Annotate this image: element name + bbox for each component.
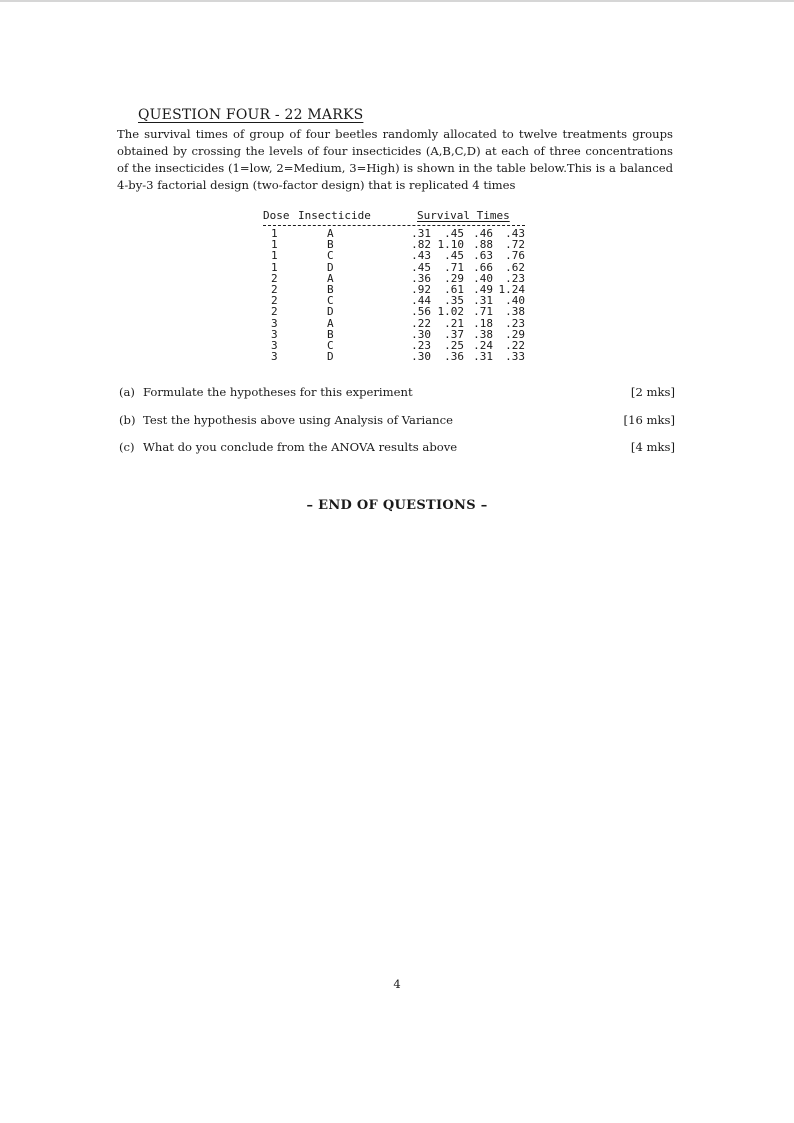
table-row (263, 250, 525, 261)
question-parts (119, 385, 675, 468)
dose-cell: 1 (271, 227, 278, 240)
survival-time-cell: .56 (411, 305, 431, 319)
dose-cell: 3 (271, 327, 278, 341)
survival-time-cell: .33 (505, 350, 525, 364)
insecticide-cell: C (327, 338, 334, 352)
table-body (263, 228, 525, 363)
survival-time-cell: .72 (505, 238, 525, 252)
end-of-questions: – END OF QUESTIONS – (306, 498, 488, 513)
question-intro (117, 126, 673, 194)
part-label: (c) (119, 440, 135, 454)
survival-time-cell: .44 (411, 294, 431, 308)
insecticide-cell: A (327, 316, 334, 330)
part-marks: [2 mks] (630, 385, 675, 399)
survival-time-cell: .43 (505, 227, 525, 240)
insecticide-cell: D (327, 260, 334, 274)
dose-cell: 1 (271, 260, 278, 274)
survival-time-cell: .25 (444, 338, 464, 352)
question-part-b (119, 413, 675, 441)
intro-line: The survival times of group of four beetles randomly allocated to twelve treatments groups (117, 127, 673, 141)
part-text: Formulate the hypotheses for this experiment (143, 385, 413, 399)
survival-time-cell: .30 (411, 350, 431, 364)
part-marks: [4 mks] (630, 440, 675, 454)
insecticide-cell: C (327, 294, 334, 308)
dose-cell: 3 (271, 350, 278, 364)
survival-time-cell: .38 (473, 327, 493, 341)
survival-time-cell: 1.24 (498, 282, 525, 296)
header-survival-times: Survival Times (417, 209, 510, 222)
survival-time-cell: .23 (411, 338, 431, 352)
part-text: Test the hypothesis above using Analysis of Variance (143, 412, 453, 427)
survival-time-cell: .45 (444, 227, 464, 240)
survival-time-cell: .62 (505, 260, 525, 274)
dose-cell: 3 (271, 316, 278, 330)
survival-time-cell: .61 (444, 282, 464, 296)
dose-cell: 1 (271, 249, 278, 263)
dose-cell: 1 (271, 238, 278, 252)
survival-time-cell: .45 (444, 249, 464, 263)
survival-time-cell: .49 (473, 282, 493, 296)
part-text: What do you conclude from the ANOVA results above (143, 440, 458, 454)
question-part-c (119, 440, 675, 468)
part-marks: [16 mks] (623, 412, 675, 427)
question-heading: QUESTION FOUR - 22 MARKS (138, 107, 364, 123)
survival-time-cell: .23 (505, 316, 525, 330)
survival-time-cell: .46 (473, 227, 493, 240)
header-insecticide: Insecticide (298, 209, 371, 222)
table-row (263, 351, 525, 362)
survival-time-cell: .71 (473, 305, 493, 319)
survival-time-cell: .88 (473, 238, 493, 252)
survival-time-cell: 1.02 (437, 305, 464, 319)
header-divider (263, 225, 525, 226)
insecticide-cell: D (327, 305, 334, 319)
intro-line: of the insecticides (1=low, 2=Medium, 3=High) is shown in the table below.This is a balanced (117, 161, 673, 175)
survival-times-table (263, 209, 525, 363)
survival-time-cell: .36 (411, 271, 431, 285)
intro-line: 4-by-3 factorial design (two-factor design) that is replicated 4 times (117, 178, 516, 192)
survival-time-cell: .76 (505, 249, 525, 263)
survival-time-cell: .23 (505, 271, 525, 285)
dose-cell: 2 (271, 294, 278, 308)
survival-time-cell: .35 (444, 294, 464, 308)
table-header (263, 209, 525, 225)
survival-time-cell: .22 (505, 338, 525, 352)
table-row (263, 306, 525, 317)
survival-time-cell: .18 (473, 316, 493, 330)
table-row (263, 318, 525, 329)
insecticide-cell: B (327, 238, 334, 252)
dose-cell: 3 (271, 338, 278, 352)
survival-time-cell: .45 (411, 260, 431, 274)
dose-cell: 2 (271, 271, 278, 285)
survival-time-cell: .22 (411, 316, 431, 330)
insecticide-cell: B (327, 282, 334, 296)
survival-time-cell: .92 (411, 282, 431, 296)
insecticide-cell: D (327, 350, 334, 364)
survival-time-cell: .24 (473, 338, 493, 352)
survival-time-cell: .21 (444, 316, 464, 330)
insecticide-cell: A (327, 271, 334, 285)
survival-time-cell: .40 (473, 271, 493, 285)
survival-time-cell: .82 (411, 238, 431, 252)
dose-cell: 2 (271, 305, 278, 319)
survival-time-cell: 1.10 (437, 238, 464, 252)
survival-time-cell: .36 (444, 350, 464, 364)
survival-time-cell: .29 (505, 327, 525, 341)
insecticide-cell: B (327, 327, 334, 341)
intro-line: obtained by crossing the levels of four insecticides (A,B,C,D) at each of three concentrations (117, 144, 673, 158)
part-label: (b) (119, 412, 136, 427)
page-number: 4 (393, 977, 401, 991)
survival-time-cell: .71 (444, 260, 464, 274)
survival-time-cell: .43 (411, 249, 431, 263)
survival-time-cell: .31 (473, 294, 493, 308)
insecticide-cell: C (327, 249, 334, 263)
part-label: (a) (119, 385, 135, 399)
survival-time-cell: .31 (411, 227, 431, 240)
survival-time-cell: .37 (444, 327, 464, 341)
page-top-edge (0, 0, 794, 2)
dose-cell: 2 (271, 282, 278, 296)
insecticide-cell: A (327, 227, 334, 240)
survival-time-cell: .29 (444, 271, 464, 285)
survival-time-cell: .38 (505, 305, 525, 319)
survival-time-cell: .66 (473, 260, 493, 274)
question-part-a (119, 385, 675, 413)
survival-time-cell: .63 (473, 249, 493, 263)
header-dose: Dose (263, 209, 290, 222)
survival-time-cell: .30 (411, 327, 431, 341)
survival-time-cell: .40 (505, 294, 525, 308)
survival-time-cell: .31 (473, 350, 493, 364)
